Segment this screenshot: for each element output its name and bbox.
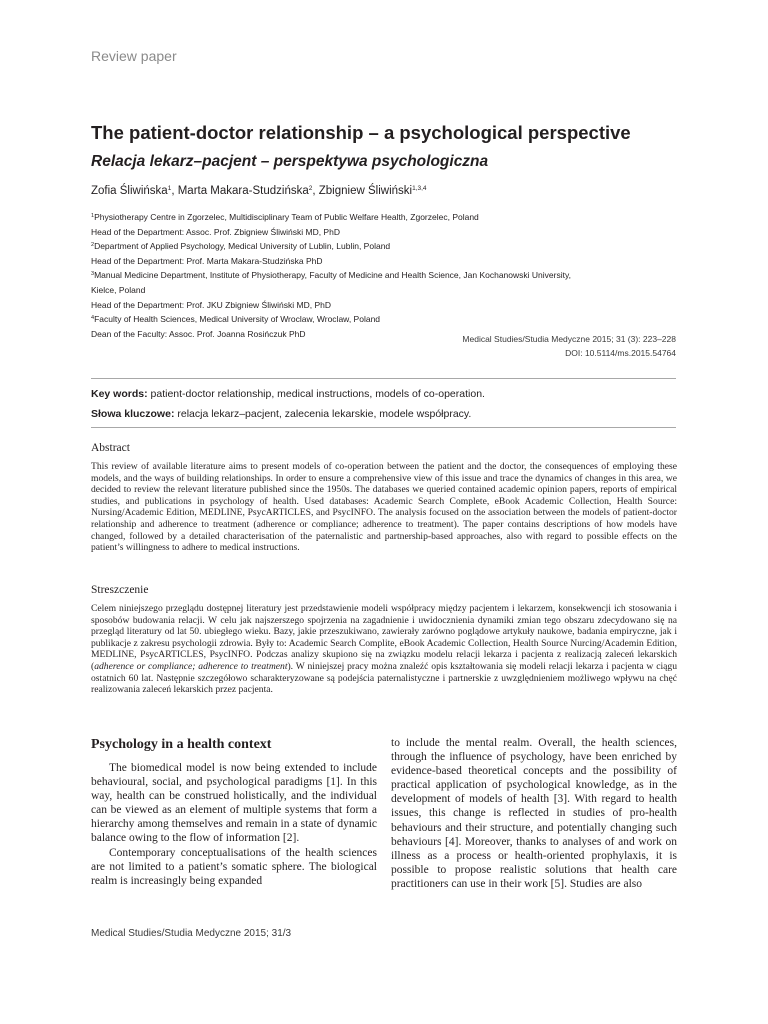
affiliation-text: Kielce, Poland — [91, 284, 146, 295]
affiliation-line — [91, 254, 681, 269]
keywords-block — [91, 385, 485, 424]
keywords-en-label: Key words: — [91, 388, 148, 400]
author-name: Marta Makara-Studzińska — [177, 185, 309, 197]
article-title: The patient-doctor relationship – a psychological perspective — [91, 122, 631, 143]
affiliation-line — [91, 283, 681, 298]
author-separator: , — [312, 185, 319, 197]
divider — [91, 427, 676, 428]
affiliation-mark: 1 — [91, 213, 95, 219]
body-column-left — [91, 736, 377, 888]
affiliation-mark: 3 — [91, 271, 95, 278]
author-name: Zofia Śliwińska — [91, 185, 168, 197]
affiliation-line — [91, 268, 681, 283]
affiliation-text: Head of the Department: Prof. JKU Zbigniew Śliwiński MD, PhD — [91, 299, 331, 310]
affiliations — [91, 210, 681, 341]
affiliation-mark: 4 — [91, 315, 95, 322]
divider — [91, 378, 676, 379]
affiliation-text: Head of the Department: Prof. Marta Makara-Studzińska PhD — [91, 255, 323, 266]
keywords-pl — [91, 405, 485, 425]
body-paragraph: Contemporary conceptualisations of the health sciences are not limited to a patient’s somatic sphere. The biological realm is increasingly being expanded — [91, 846, 377, 887]
keywords-en — [91, 385, 485, 405]
streszczenie-text-part: ). W niniejszej pracy można znaleźć opis kształtowania się modeli relacji lekarza i pacjenta w ciągu ostatnich 60 lat. Następnie szczegółowo scharakteryzowane są podejścia paternalistyczne i partnerskie z uwzględnieniem możliwego wpływu na chęć realizowania zaleceń lekarskich przez pacjenta. — [91, 660, 677, 696]
section-label: Review paper — [91, 48, 177, 64]
affiliation-line — [91, 298, 681, 313]
keywords-pl-value: relacja lekarz–pacjent, zalecenia lekarskie, modele współpracy. — [174, 407, 472, 420]
body-paragraph: to include the mental realm. Overall, the health sciences, through the influence of psychology, have been enriched by evidence-based theoretical concepts and the possibility of practical application of psychological knowledge, as in the development of models of health [3]. With regard to health issues, this change is reflected in studies of pro-health behaviours and their structure, and potentially changing such behaviours [4]. Moreover, thanks to analyses of and work on illness as a process or health-oriented prophylaxis, it is possible to propose realistic solutions that health care practitioners can use in their work [5]. Studies are also — [391, 737, 677, 890]
article-subtitle: Relacja lekarz–pacjent – perspektywa psychologiczna — [91, 153, 489, 170]
affiliation-text: Faculty of Health Sciences, Medical University of Wroclaw, Wroclaw, Poland — [94, 314, 381, 325]
section-heading: Psychology in a health context — [91, 737, 272, 752]
affiliation-mark: 2 — [91, 242, 95, 249]
keywords-en-value: patient-doctor relationship, medical instructions, models of co-operation. — [147, 388, 485, 400]
affiliation-text: Manual Medicine Department, Institute of Physiotherapy, Faculty of Medicine and Health Science, Jan Kochanowski University, — [94, 270, 571, 281]
affiliation-line — [91, 239, 681, 254]
keywords-pl-label: Słowa kluczowe: — [91, 407, 175, 420]
author-affiliation-mark: 2 — [308, 185, 313, 192]
abstract-heading: Abstract — [91, 442, 130, 454]
streszczenie-text-part: Celem niniejszego przeglądu dostępnej literatury jest przedstawienie modeli współpracy między pacjentem i lekarzem, konsekwencji ich stosowania i sposobów budowania relacji. W celu jak najszerszego spojrzenia na zagadnienie i uwidocznienia dynamiki zmian tego obszaru zdecydowano się na przegląd literatury od lat 50. ubiegłego wieku. Bazy, jakie przeszukiwano, zawierały zarówno poglądowe artykuły naukowe, badania empiryczne, jak i publikacje z zakresu psychologii zdrowia. Były to: Academic Search Complite, eBook Academic Collection, Health Source Nurcing/Academin Edition, MEDLINE, PsycARTICLES, PsycINFO. Podczas analizy skupiono się na związku modelu relacji lekarza i pacjenta z realizacją zaleceń lekarskich ( — [91, 603, 677, 672]
streszczenie-text-italic: adherence or compliance; adherence to treatment — [94, 660, 288, 672]
affiliation-text: Head of the Department: Assoc. Prof. Zbigniew Śliwiński MD, PhD — [91, 226, 340, 237]
affiliation-line — [91, 210, 681, 225]
affiliation-text: Physiotherapy Centre in Zgorzelec, Multidisciplinary Team of Public Welfare Health, Zgorzelec, Poland — [94, 212, 479, 222]
streszczenie-heading: Streszczenie — [91, 584, 149, 596]
streszczenie-text — [91, 603, 677, 696]
body-column-right — [391, 736, 677, 891]
doi-link[interactable]: DOI: 10.5114/ms.2015.54764 — [565, 348, 676, 358]
page-footer: Medical Studies/Studia Medyczne 2015; 31/3 — [91, 928, 292, 939]
affiliation-line — [91, 225, 681, 240]
affiliation-line — [91, 312, 681, 327]
affiliation-text: Dean of the Faculty: Assoc. Prof. Joanna Rosińczuk PhD — [91, 328, 306, 339]
body-paragraph: The biomedical model is now being extended to include behavioural, social, and psychological paradigms [1]. In this way, health can be construed holistically, and the individual can be viewed as an element of multiple systems that form a hierarchy among themselves and remain in a state of dynamic balance owing to the flow of information [2]. — [91, 762, 377, 845]
author-affiliation-mark: 1,3,4 — [412, 185, 427, 192]
abstract-text: This review of available literature aims to present models of co-operation between the patient and the doctor, the consequences of employing these models, and the ways of building relationships. In order to ensure a comprehensive view of this issue and trace the dynamics of changes in this area, we decided to review the relevant literature published since the 1950s. The databases we queried contained academic opinion papers, reports of empirical studies, and publications in psychology of health. Used databases: Academic Search Complete, eBook Academic Collection, Health Source: Nursing/Academic Edition, MEDLINE, PsycARTICLES, and PsycINFO. The analysis focused on the association between the models of patient-doctor relationship and adherence to treatment (adherence or compliance; adherence to treatment). The paper contains descriptions of how models have changed, followed by a detailed characterisation of the paternalistic and partnership-based approaches, also with regard to possible effects on the patient’s willingness to adhere to medical instructions. — [91, 461, 677, 554]
author-name: Zbigniew Śliwiński — [318, 185, 413, 197]
affiliation-text: Department of Applied Psychology, Medical University of Lublin, Lublin, Poland — [94, 241, 391, 252]
citation-block — [462, 332, 676, 360]
author-affiliation-mark: 1 — [167, 185, 172, 192]
author-separator: , — [171, 185, 178, 197]
author-list — [91, 185, 427, 197]
journal-citation: Medical Studies/Studia Medyczne 2015; 31 (3): 223–228 — [462, 334, 676, 344]
